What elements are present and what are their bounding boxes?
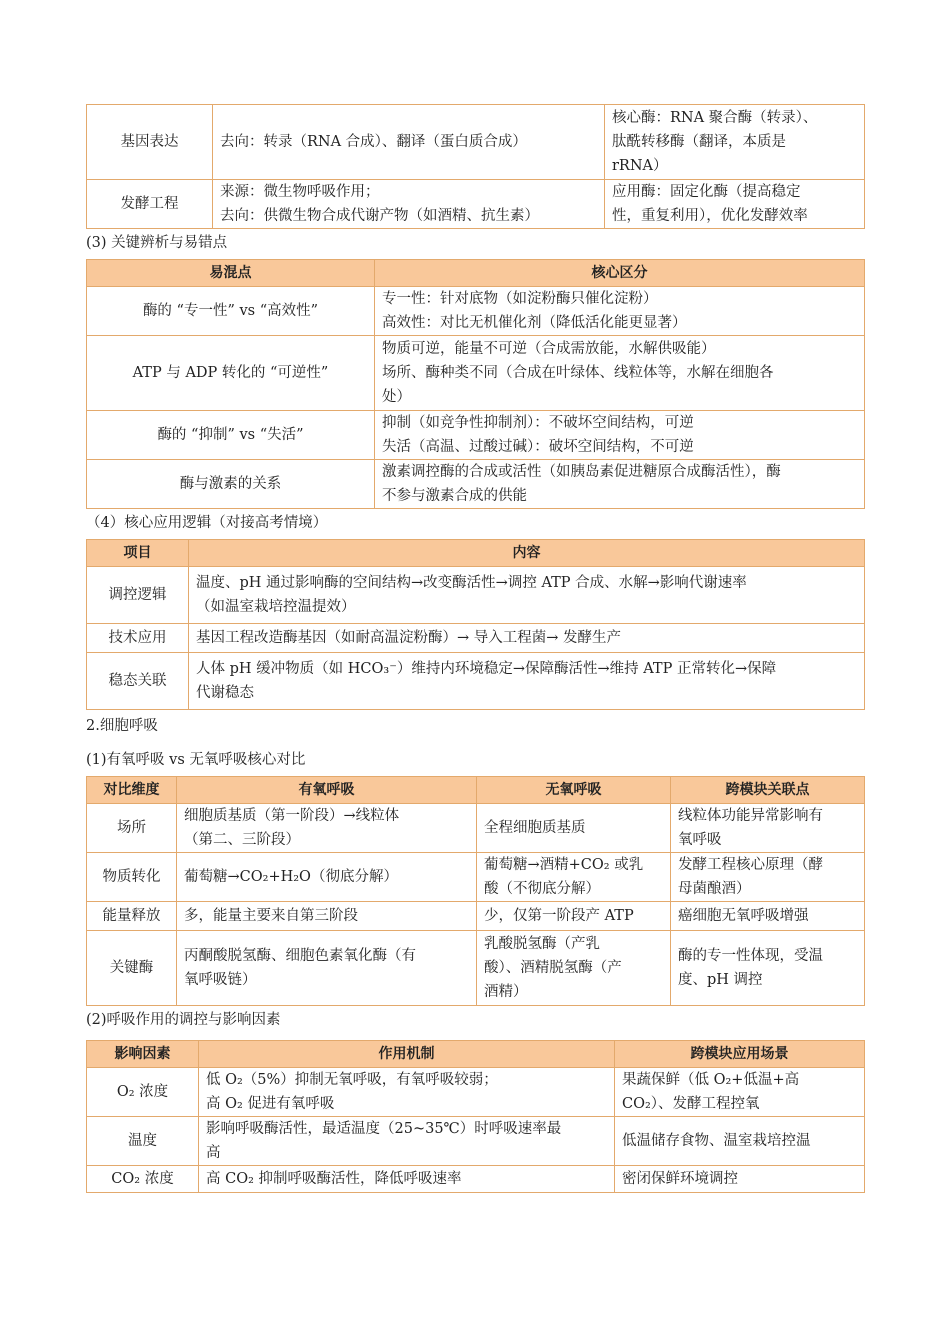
column-header: 跨模块关联点	[671, 777, 865, 804]
column-header: 跨模块应用场景	[615, 1041, 865, 1068]
column-header: 作用机制	[199, 1041, 615, 1068]
row-detail: 激素调控酶的合成或活性（如胰岛素促进糖原合成酶活性），酶 不参与激素合成的供能	[375, 460, 865, 509]
row-link: 癌细胞无氧呼吸增强	[671, 902, 865, 931]
row-item: 技术应用	[87, 624, 189, 653]
table-row	[87, 1068, 865, 1117]
table-row	[87, 653, 865, 710]
table-header-row	[87, 540, 865, 567]
row-content: 人体 pH 缓冲物质（如 HCO₃⁻）维持内环境稳定→保障酶活性→维持 ATP 正常转化→保障 代谢稳态	[189, 653, 865, 710]
row-anaerobic: 葡萄糖→酒精+CO₂ 或乳 酸（不彻底分解）	[477, 853, 671, 902]
table-header-row	[87, 777, 865, 804]
row-detail: 物质可逆，能量不可逆（合成需放能，水解供吸能） 场所、酶种类不同（合成在叶绿体、线粒体等，水解在细胞各 处）	[375, 336, 865, 411]
column-header: 核心区分	[375, 260, 865, 287]
section-heading: （4）核心应用逻辑（对接高考情境）	[86, 515, 328, 531]
row-detail: 专一性：针对底物（如淀粉酶只催化淀粉） 高效性：对比无机催化剂（降低活化能更显著）	[375, 287, 865, 336]
table-row	[87, 460, 865, 509]
row-item: 稳态关联	[87, 653, 189, 710]
column-header: 有氧呼吸	[177, 777, 477, 804]
table-row	[87, 1117, 865, 1166]
row-link: 酶的专一性体现，受温 度、pH 调控	[671, 931, 865, 1006]
row-item: 基因表达	[87, 105, 213, 180]
section-heading: (2)呼吸作用的调控与影响因素	[86, 1012, 281, 1028]
table-row	[87, 180, 865, 229]
column-header: 内容	[189, 540, 865, 567]
row-content: 基因工程改造酶基因（如耐高温淀粉酶）→ 导入工程菌→ 发酵生产	[189, 624, 865, 653]
table-row	[87, 853, 865, 902]
row-anaerobic: 全程细胞质基质	[477, 804, 671, 853]
row-aerobic: 细胞质基质（第一阶段）→线粒体 （第二、三阶段）	[177, 804, 477, 853]
row-factor: CO₂ 浓度	[87, 1166, 199, 1193]
row-point: 酶与激素的关系	[87, 460, 375, 509]
row-mechanism: 影响呼吸酶活性，最适温度（25~35℃）时呼吸速率最 高	[199, 1117, 615, 1166]
row-factor: 温度	[87, 1117, 199, 1166]
row-dim: 物质转化	[87, 853, 177, 902]
row-anaerobic: 乳酸脱氢酶（产乳 酸）、酒精脱氢酶（产 酒精）	[477, 931, 671, 1006]
column-header: 影响因素	[87, 1041, 199, 1068]
column-header: 对比维度	[87, 777, 177, 804]
row-aerobic: 葡萄糖→CO₂+H₂O（彻底分解）	[177, 853, 477, 902]
table-row	[87, 624, 865, 653]
row-scene: 低温储存食物、温室栽培控温	[615, 1117, 865, 1166]
row-detail: 抑制（如竞争性抑制剂）：不破坏空间结构，可逆 失活（高温、过酸过碱）：破坏空间结构，不可逆	[375, 411, 865, 460]
table-row	[87, 287, 865, 336]
chapter-title: 2.细胞呼吸	[86, 718, 158, 734]
row-dim: 场所	[87, 804, 177, 853]
row-point: 酶的 “专一性” vs “高效性”	[87, 287, 375, 336]
row-dim: 关键酶	[87, 931, 177, 1006]
row-enzyme: 核心酶：RNA 聚合酶（转录）、 肽酰转移酶（翻译，本质是 rRNA）	[605, 105, 865, 180]
row-item: 发酵工程	[87, 180, 213, 229]
row-link: 线粒体功能异常影响有 氧呼吸	[671, 804, 865, 853]
column-header: 无氧呼吸	[477, 777, 671, 804]
row-mechanism: 高 CO₂ 抑制呼吸酶活性，降低呼吸速率	[199, 1166, 615, 1193]
table-row	[87, 1166, 865, 1193]
row-dim: 能量释放	[87, 902, 177, 931]
row-point: ATP 与 ADP 转化的 “可逆性”	[87, 336, 375, 411]
row-scene: 果蔬保鲜（低 O₂+低温+高 CO₂）、发酵工程控氧	[615, 1068, 865, 1117]
gene-expression-table	[86, 104, 865, 229]
document-page	[86, 104, 864, 1193]
row-enzyme: 应用酶：固定化酶（提高稳定 性，重复利用），优化发酵效率	[605, 180, 865, 229]
row-link: 发酵工程核心原理（酵 母菌酿酒）	[671, 853, 865, 902]
table-row	[87, 902, 865, 931]
respiration-comparison-table	[86, 776, 865, 1006]
column-header: 易混点	[87, 260, 375, 287]
row-aerobic: 多，能量主要来自第三阶段	[177, 902, 477, 931]
table-header-row	[87, 260, 865, 287]
row-aerobic: 丙酮酸脱氢酶、细胞色素氧化酶（有 氧呼吸链）	[177, 931, 477, 1006]
application-logic-table	[86, 539, 865, 710]
row-mechanism: 低 O₂（5%）抑制无氧呼吸，有氧呼吸较弱； 高 O₂ 促进有氧呼吸	[199, 1068, 615, 1117]
table-row	[87, 804, 865, 853]
row-content: 去向：转录（RNA 合成）、翻译（蛋白质合成）	[213, 105, 605, 180]
table-row	[87, 336, 865, 411]
table-row	[87, 105, 865, 180]
row-content: 来源：微生物呼吸作用； 去向：供微生物合成代谢产物（如酒精、抗生素）	[213, 180, 605, 229]
respiration-factors-table	[86, 1040, 865, 1193]
section-heading: (3) 关键辨析与易错点	[86, 235, 228, 251]
row-factor: O₂ 浓度	[87, 1068, 199, 1117]
row-point: 酶的 “抑制” vs “失活”	[87, 411, 375, 460]
row-content: 温度、pH 通过影响酶的空间结构→改变酶活性→调控 ATP 合成、水解→影响代谢速率 （如温室栽培控温提效）	[189, 567, 865, 624]
section-heading: (1)有氧呼吸 vs 无氧呼吸核心对比	[86, 752, 306, 768]
row-scene: 密闭保鲜环境调控	[615, 1166, 865, 1193]
table-header-row	[87, 1041, 865, 1068]
column-header: 项目	[87, 540, 189, 567]
row-anaerobic: 少，仅第一阶段产 ATP	[477, 902, 671, 931]
table-row	[87, 931, 865, 1006]
row-item: 调控逻辑	[87, 567, 189, 624]
confusion-points-table	[86, 259, 865, 509]
table-row	[87, 567, 865, 624]
table-row	[87, 411, 865, 460]
